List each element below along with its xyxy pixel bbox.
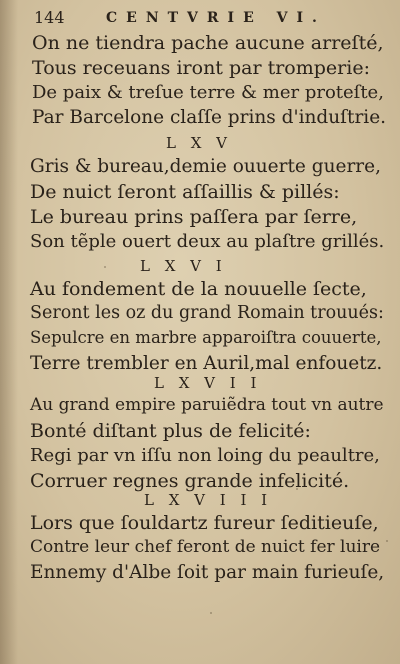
paper-speck <box>296 488 298 490</box>
verse-line: Contre leur chef feront de nuict fer luire <box>30 537 381 557</box>
spine-shadow <box>0 0 18 664</box>
quatrain-number: L X V I I I <box>144 491 273 509</box>
verse-line: De nuict ſeront aſſaillis & pillés: <box>30 181 340 203</box>
paper-speck <box>104 266 106 268</box>
verse-line: On ne tiendra pache aucune arreſté, <box>32 32 384 54</box>
verse-line: De paix & treſue terre & mer proteſte, <box>32 82 384 103</box>
verse-line: Terre trembler en Auril,mal enfouetz. <box>30 353 383 374</box>
verse-line: Par Barcelone claſſe prins d'induſtrie. <box>32 107 387 128</box>
quatrain-number: L X V I <box>140 257 227 275</box>
verse-line: Bonté diſtant plus de felicité: <box>30 420 311 442</box>
page-header <box>34 8 384 32</box>
paper-speck <box>386 540 388 542</box>
running-head: CENTVRIE VI. <box>106 10 326 26</box>
verse-line: Ennemy d'Albe ſoit par main furieuſe, <box>30 562 385 583</box>
verse-line: Au grand empire paruiẽdra tout vn autre <box>30 395 384 415</box>
verse-line: Au fondement de la nouuelle ſecte, <box>30 278 367 300</box>
page-number: 144 <box>34 8 65 27</box>
verse-line: Son tẽple ouert deux au plaſtre grillés. <box>30 231 385 252</box>
verse-line: Sepulcre en marbre apparoiſtra couuerte, <box>30 328 382 347</box>
verse-line: Tous receuans iront par tromperie: <box>32 57 370 79</box>
paper-speck <box>210 612 212 614</box>
verse-line: Corruer regnes grande infelicité. <box>30 470 350 492</box>
verse-line: Regi par vn iſſu non loing du peaultre, <box>30 445 380 466</box>
verse-line: Lors que ſouldartz fureur ſeditieuſe, <box>30 512 379 534</box>
verse-line: Gris & bureau,demie ouuerte guerre, <box>30 156 381 177</box>
verse-line: Seront les oz du grand Romain trouués: <box>30 303 384 323</box>
quatrain-number: L X V <box>166 134 233 152</box>
quatrain-number: L X V I I <box>154 374 262 392</box>
verse-line: Le bureau prins paſſera par ſerre, <box>30 206 358 228</box>
